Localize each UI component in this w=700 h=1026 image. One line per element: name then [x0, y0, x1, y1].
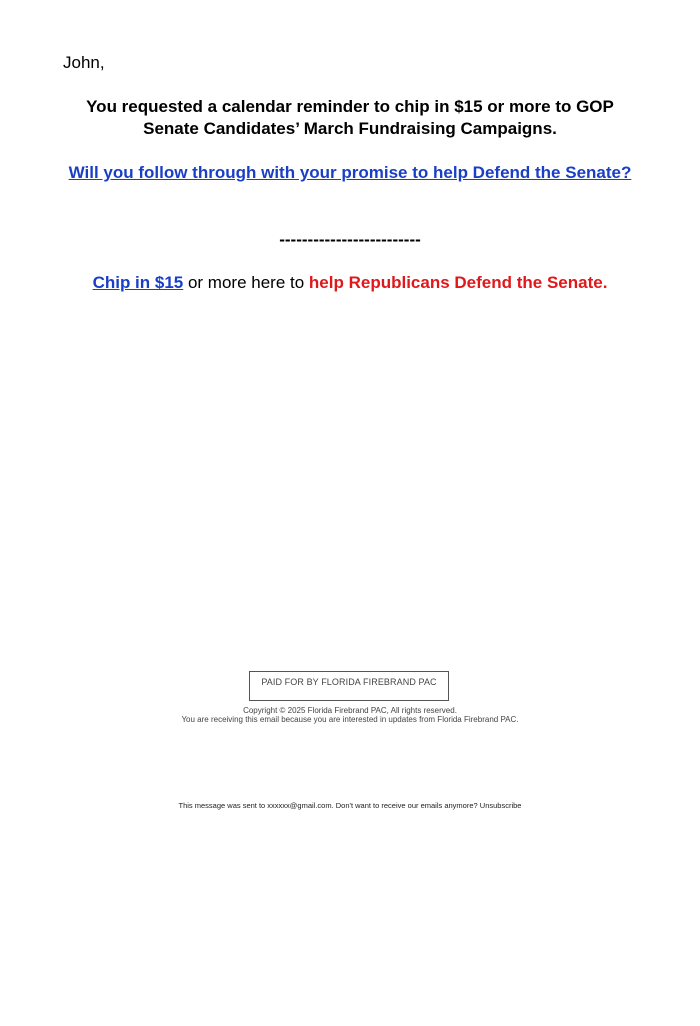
follow-through-link[interactable]: Will you follow through with your promise to help Defend the Senate?: [68, 163, 632, 182]
chip-in-middle-text: or more here to: [183, 273, 309, 292]
divider: -------------------------: [279, 230, 421, 249]
headline: You requested a calendar reminder to chip in $15 or more to GOP Senate Candidates’ March Fundraising Campaigns.: [86, 97, 614, 138]
chip-in-emphasis: help Republicans Defend the Senate.: [308, 273, 608, 292]
chip-in-line: [60, 272, 640, 294]
copyright-block: [100, 706, 600, 724]
greeting: John,: [63, 53, 105, 72]
copyright-text: Copyright © 2025 Florida Firebrand PAC, All rights reserved.: [243, 706, 457, 715]
footer-note: [100, 801, 600, 810]
sent-to-text: This message was sent to xxxxxx@gmail.com. Don't want to receive our emails anymore?: [178, 801, 478, 810]
unsubscribe-link[interactable]: Unsubscribe: [479, 801, 522, 810]
subscription-reason: You are receiving this email because you are interested in updates from Florida Firebrand PAC.: [181, 715, 519, 724]
follow-through-link-container: [60, 162, 640, 184]
paid-for-disclaimer: PAID FOR BY FLORIDA FIREBRAND PAC: [249, 671, 449, 701]
chip-in-link[interactable]: Chip in $15: [92, 273, 184, 292]
